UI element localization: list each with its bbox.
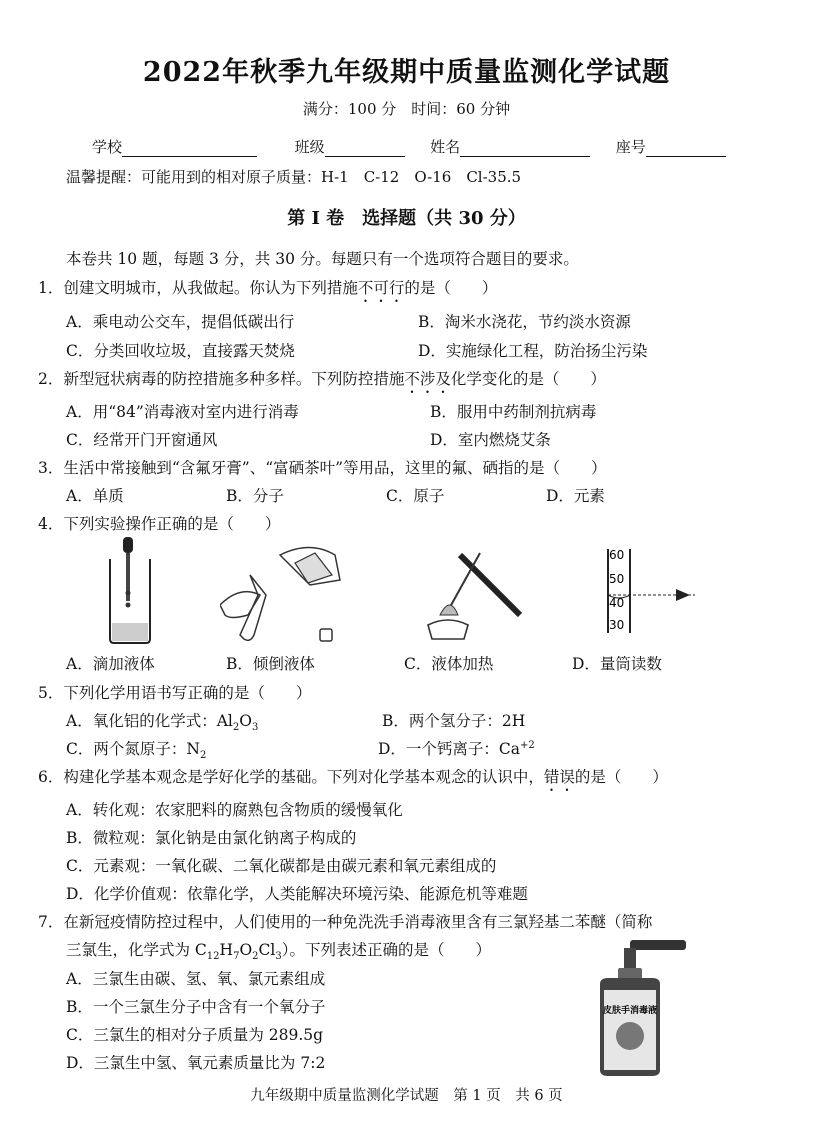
q2-option-d[interactable]: D．室内燃烧艾条 bbox=[430, 431, 551, 449]
name-blank[interactable] bbox=[460, 140, 590, 157]
student-fields bbox=[92, 136, 726, 157]
question-2 bbox=[38, 367, 606, 397]
q1-option-c[interactable]: C．分类回收垃圾，直接露天焚烧 bbox=[66, 342, 295, 360]
q2-tail: 化学变化的是（ ） bbox=[450, 370, 606, 388]
seat-blank[interactable] bbox=[646, 140, 726, 157]
q2-emphasis: 不涉及 bbox=[404, 370, 451, 388]
sanitizer-bottle-figure bbox=[590, 938, 700, 1078]
q3-option-a[interactable]: A．单质 bbox=[66, 487, 124, 505]
q4-option-a[interactable]: A．滴加液体 bbox=[66, 655, 155, 673]
q5-option-b[interactable]: B．两个氢分子：2H bbox=[382, 712, 526, 730]
tip-line: 温馨提醒：可能用到的相对原子质量：H-1 C-12 O-16 Cl-35.5 bbox=[66, 168, 522, 186]
page-footer: 九年级期中质量监测化学试题 第 1 页 共 6 页 bbox=[250, 1088, 563, 1104]
q7-option-b[interactable]: B．一个三氯生分子中含有一个氧分子 bbox=[66, 998, 326, 1016]
field-school-label: 学校 bbox=[92, 138, 123, 156]
question-3: 3．生活中常接触到“含氟牙膏”、“富硒茶叶”等用品，这里的氟、硒指的是（ ） bbox=[38, 459, 607, 477]
q6-emphasis: 错误 bbox=[543, 768, 575, 786]
q7-option-a[interactable]: A．三氯生由碳、氢、氧、氯元素组成 bbox=[66, 970, 326, 988]
q5-option-d[interactable]: D．一个钙离子：$Ca^{+2}$ bbox=[378, 739, 535, 758]
exam-title: 2022年秋季九年级期中质量监测化学试题 bbox=[142, 57, 671, 88]
class-blank[interactable] bbox=[325, 140, 405, 157]
q5-option-a[interactable]: A．氧化铝的化学式：$Al_2O_3$ bbox=[66, 712, 259, 734]
q2-option-a[interactable]: A．用“84”消毒液对室内进行消毒 bbox=[66, 403, 299, 421]
field-name-label: 姓名 bbox=[430, 138, 461, 156]
q6-option-a[interactable]: A．转化观：农家肥料的腐熟包含物质的缓慢氧化 bbox=[66, 801, 403, 819]
q7-option-c[interactable]: C．三氯生的相对分子质量为 289.5g bbox=[66, 1026, 324, 1044]
q3-option-b[interactable]: B．分子 bbox=[226, 487, 284, 505]
section-title: 第 I 卷 选择题（共 30 分） bbox=[287, 208, 526, 229]
question-7-line2: 三氯生，化学式为 $C_{12}H_7O_2Cl_3$）。下列表述正确的是（ ） bbox=[66, 941, 491, 963]
q1-stem: 1．创建文明城市，从我做起。你认为下列措施 bbox=[38, 279, 358, 297]
field-seat-label: 座号 bbox=[615, 138, 646, 156]
q3-option-c[interactable]: C．原子 bbox=[386, 487, 445, 505]
q6-stem: 6．构建化学基本观念是学好化学的基础。下列对化学基本观念的认识中， bbox=[38, 768, 544, 786]
q6-option-c[interactable]: C．元素观：一氧化碳、二氧化碳都是由碳元素和氧元素组成的 bbox=[66, 857, 497, 875]
question-1 bbox=[38, 276, 497, 306]
question-4: 4．下列实验操作正确的是（ ） bbox=[38, 515, 281, 533]
tick-60: 60 bbox=[609, 548, 625, 562]
heating-figure bbox=[410, 535, 530, 647]
q1-option-d[interactable]: D．实施绿化工程，防治扬尘污染 bbox=[418, 342, 648, 360]
tick-50: 50 bbox=[609, 572, 625, 586]
q4-option-c[interactable]: C．液体加热 bbox=[404, 655, 494, 673]
tick-40: 40 bbox=[609, 596, 625, 610]
q1-option-a[interactable]: A．乘电动公交车，提倡低碳出行 bbox=[66, 313, 295, 331]
q3-option-d[interactable]: D．元素 bbox=[546, 487, 605, 505]
q1-emphasis: 不可行 bbox=[357, 279, 405, 297]
q6-option-b[interactable]: B．微粒观：氯化钠是由氯化钠离子构成的 bbox=[66, 829, 357, 847]
q6-tail: 的是（ ） bbox=[574, 768, 668, 786]
q5-option-c[interactable]: C．两个氮原子：$N_2$ bbox=[66, 740, 207, 762]
q2-option-b[interactable]: B．服用中药制剂抗病毒 bbox=[430, 403, 597, 421]
q1-option-b[interactable]: B．淘米水浇花，节约淡水资源 bbox=[418, 313, 631, 331]
tick-30: 30 bbox=[609, 618, 625, 632]
q4-option-b[interactable]: B．倾倒液体 bbox=[226, 655, 315, 673]
dropper-figure bbox=[100, 535, 160, 645]
q6-option-d[interactable]: D．化学价值观：依靠化学，人类能解决环境污染、能源危机等难题 bbox=[66, 885, 528, 903]
exam-subtitle: 满分：100 分 时间：60 分钟 bbox=[302, 100, 511, 118]
pouring-figure bbox=[220, 535, 350, 647]
bottle-label: 皮肤手消毒液 bbox=[602, 1006, 658, 1016]
q2-stem: 2．新型冠状病毒的防控措施多种多样。下列防控措施 bbox=[38, 370, 405, 388]
field-class-label: 班级 bbox=[294, 138, 325, 156]
question-7: 7．在新冠疫情防控过程中，人们使用的一种免洗洗手消毒液里含有三氯羟基二苯醚（简称 bbox=[38, 913, 653, 931]
school-blank[interactable] bbox=[122, 140, 257, 157]
cylinder-figure bbox=[600, 545, 700, 635]
section-intro: 本卷共 10 题，每题 3 分，共 30 分。每题只有一个选项符合题目的要求。 bbox=[66, 250, 579, 268]
q1-tail: 的是（ ） bbox=[404, 279, 498, 297]
q4-option-d[interactable]: D．量筒读数 bbox=[572, 655, 662, 673]
question-5: 5．下列化学用语书写正确的是（ ） bbox=[38, 684, 312, 702]
q7-option-d[interactable]: D．三氯生中氢、氧元素质量比为 7:2 bbox=[66, 1054, 326, 1072]
question-6 bbox=[38, 765, 668, 795]
q2-option-c[interactable]: C．经常开门开窗通风 bbox=[66, 431, 218, 449]
